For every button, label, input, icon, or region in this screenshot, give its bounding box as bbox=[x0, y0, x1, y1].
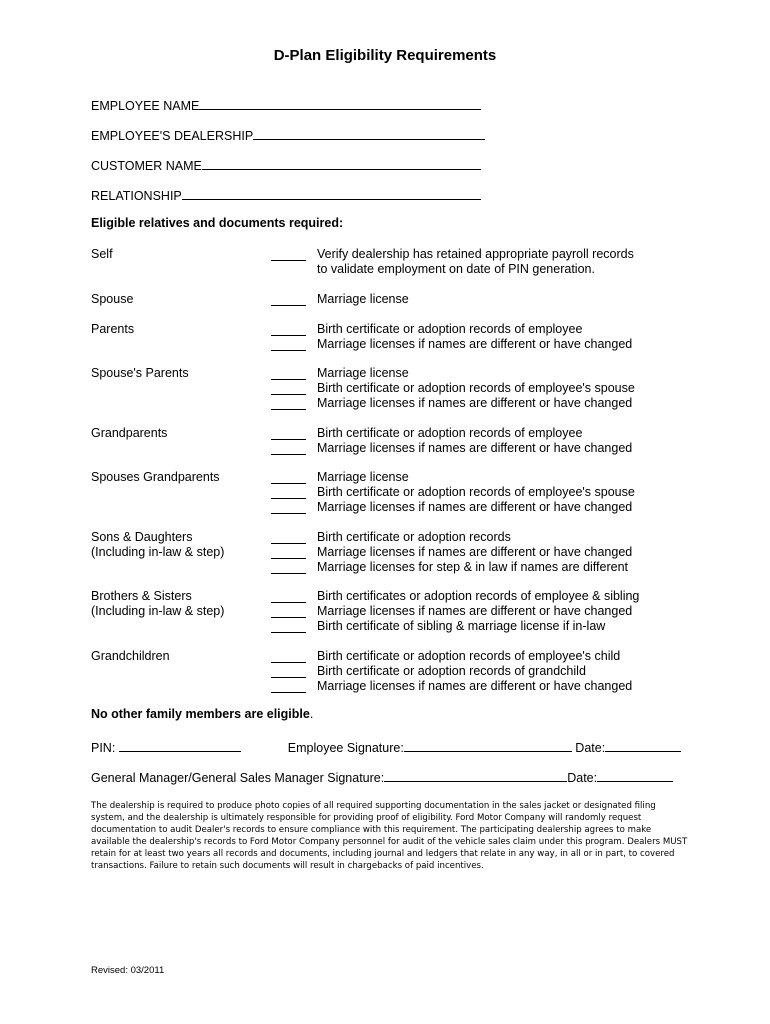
gm-signature-row bbox=[91, 769, 673, 785]
document-item: Marriage licenses if names are different or have changed bbox=[271, 396, 691, 411]
document-list bbox=[271, 247, 691, 277]
document-item: Marriage licenses if names are different or have changed bbox=[271, 500, 691, 515]
relative-label: Brothers & Sisters (Including in-law & step) bbox=[91, 589, 225, 618]
document-list bbox=[271, 530, 691, 575]
checkbox-blank[interactable] bbox=[271, 651, 306, 663]
checkbox-blank[interactable] bbox=[271, 383, 306, 395]
checkbox-blank[interactable] bbox=[271, 681, 306, 693]
checkbox-blank[interactable] bbox=[271, 502, 306, 514]
document-item: Marriage license bbox=[271, 366, 691, 381]
field-blank[interactable] bbox=[199, 97, 481, 110]
field-label: CUSTOMER NAME bbox=[91, 159, 202, 173]
document-item: Birth certificate or adoption records of employee bbox=[271, 426, 691, 441]
document-list bbox=[271, 426, 691, 456]
checkbox-blank[interactable] bbox=[271, 443, 306, 455]
document-item: Marriage licenses for step & in law if names are different bbox=[271, 560, 691, 575]
relative-label: Grandchildren bbox=[91, 649, 170, 663]
pin-field[interactable] bbox=[119, 739, 241, 752]
employee-name-field[interactable] bbox=[91, 97, 481, 113]
checkbox-blank[interactable] bbox=[271, 606, 306, 618]
document-list bbox=[271, 322, 691, 352]
checkbox-blank[interactable] bbox=[271, 324, 306, 336]
gm-signature-label: General Manager/General Sales Manager Signature: bbox=[91, 771, 385, 785]
relative-label: Sons & Daughters (Including in-law & step) bbox=[91, 530, 225, 559]
relative-label: Spouse's Parents bbox=[91, 366, 189, 380]
relatives-heading: Eligible relatives and documents required: bbox=[91, 216, 344, 230]
field-label: RELATIONSHIP bbox=[91, 189, 182, 203]
relative-label: Spouses Grandparents bbox=[91, 470, 220, 484]
date-label: Date: bbox=[575, 741, 606, 755]
checkbox-blank[interactable] bbox=[271, 621, 306, 633]
checkbox-blank[interactable] bbox=[271, 562, 306, 574]
document-item: Verify dealership has retained appropriate payroll records bbox=[271, 247, 691, 262]
employee-signature-field[interactable] bbox=[404, 739, 572, 752]
checkbox-blank[interactable] bbox=[271, 666, 306, 678]
checkbox-blank[interactable] bbox=[271, 339, 306, 351]
employee-date-field[interactable] bbox=[605, 739, 681, 752]
date-label: Date: bbox=[567, 771, 598, 785]
document-item: Birth certificate of sibling & marriage license if in-law bbox=[271, 619, 691, 634]
document-item-continued: to validate employment on date of PIN generation. bbox=[317, 262, 595, 276]
checkbox-blank[interactable] bbox=[271, 532, 306, 544]
document-list bbox=[271, 649, 691, 694]
checkbox-blank[interactable] bbox=[271, 398, 306, 410]
document-item: Birth certificate or adoption records of employee's spouse bbox=[271, 485, 691, 500]
gm-signature-field[interactable] bbox=[384, 769, 567, 782]
field-blank[interactable] bbox=[253, 127, 485, 140]
revised-date: Revised: 03/2011 bbox=[91, 965, 165, 976]
document-item: Marriage licenses if names are different or have changed bbox=[271, 604, 691, 619]
field-blank[interactable] bbox=[202, 157, 481, 170]
document-item: Marriage licenses if names are different or have changed bbox=[271, 441, 691, 456]
checkbox-blank[interactable] bbox=[271, 591, 306, 603]
relationship-field[interactable] bbox=[91, 187, 481, 203]
relative-label: Self bbox=[91, 247, 113, 261]
document-item: Marriage license bbox=[271, 292, 691, 307]
checkbox-blank[interactable] bbox=[271, 487, 306, 499]
document-list bbox=[271, 366, 691, 411]
page-title: D-Plan Eligibility Requirements bbox=[273, 47, 497, 64]
checkbox-blank[interactable] bbox=[271, 368, 306, 380]
document-item: Marriage license bbox=[271, 470, 691, 485]
document-list bbox=[271, 292, 691, 307]
relative-label: Spouse bbox=[91, 292, 134, 306]
employee-signature-label: Employee Signature: bbox=[287, 741, 404, 755]
document-item: Birth certificate or adoption records of employee bbox=[271, 322, 691, 337]
disclaimer-text: The dealership is required to produce photo copies of all required supporting documentation in the sales jacket or designated filing system, and the dealership is ultimately responsible for providing proof of eligibility. Ford Motor Company will randomly request documentation to audit Dealer's records to ensure compliance with this requirement. The participating dealership agrees to make available the dealership's records to Ford Motor Company personnel for audit of the vehicle sales claim under this program. Dealers MUST retain for at least two years all records and documents, including journal and ledgers that relate in any way, in all or in part, to covered transactions. Failure to retain such documents will result in chargebacks of paid incentives. bbox=[91, 801, 688, 871]
document-list bbox=[271, 589, 691, 634]
document-item: Birth certificate or adoption records of grandchild bbox=[271, 664, 691, 679]
relative-label: Grandparents bbox=[91, 426, 168, 440]
employee-dealership-field[interactable] bbox=[91, 127, 485, 143]
pin-signature-row bbox=[91, 739, 681, 755]
document-item: Birth certificates or adoption records of employee & sibling bbox=[271, 589, 691, 604]
pin-label: PIN: bbox=[91, 741, 116, 755]
field-label: EMPLOYEE NAME bbox=[91, 99, 200, 113]
document-item: Birth certificate or adoption records of employee's child bbox=[271, 649, 691, 664]
customer-name-field[interactable] bbox=[91, 157, 481, 173]
checkbox-blank[interactable] bbox=[271, 294, 306, 306]
checkbox-blank[interactable] bbox=[271, 547, 306, 559]
relative-label: Parents bbox=[91, 322, 135, 336]
gm-date-field[interactable] bbox=[597, 769, 673, 782]
document-item: Marriage licenses if names are different or have changed bbox=[271, 679, 691, 694]
document-item: Marriage licenses if names are different or have changed bbox=[271, 337, 691, 352]
document-item: Birth certificate or adoption records bbox=[271, 530, 691, 545]
no-other-members-note: No other family members are eligible. bbox=[91, 707, 314, 721]
checkbox-blank[interactable] bbox=[271, 428, 306, 440]
checkbox-blank[interactable] bbox=[271, 472, 306, 484]
checkbox-blank[interactable] bbox=[271, 249, 306, 261]
field-blank[interactable] bbox=[182, 187, 481, 200]
document-item: Marriage licenses if names are different or have changed bbox=[271, 545, 691, 560]
field-label: EMPLOYEE'S DEALERSHIP bbox=[91, 129, 254, 143]
document-list bbox=[271, 470, 691, 515]
document-item: Birth certificate or adoption records of employee's spouse bbox=[271, 381, 691, 396]
